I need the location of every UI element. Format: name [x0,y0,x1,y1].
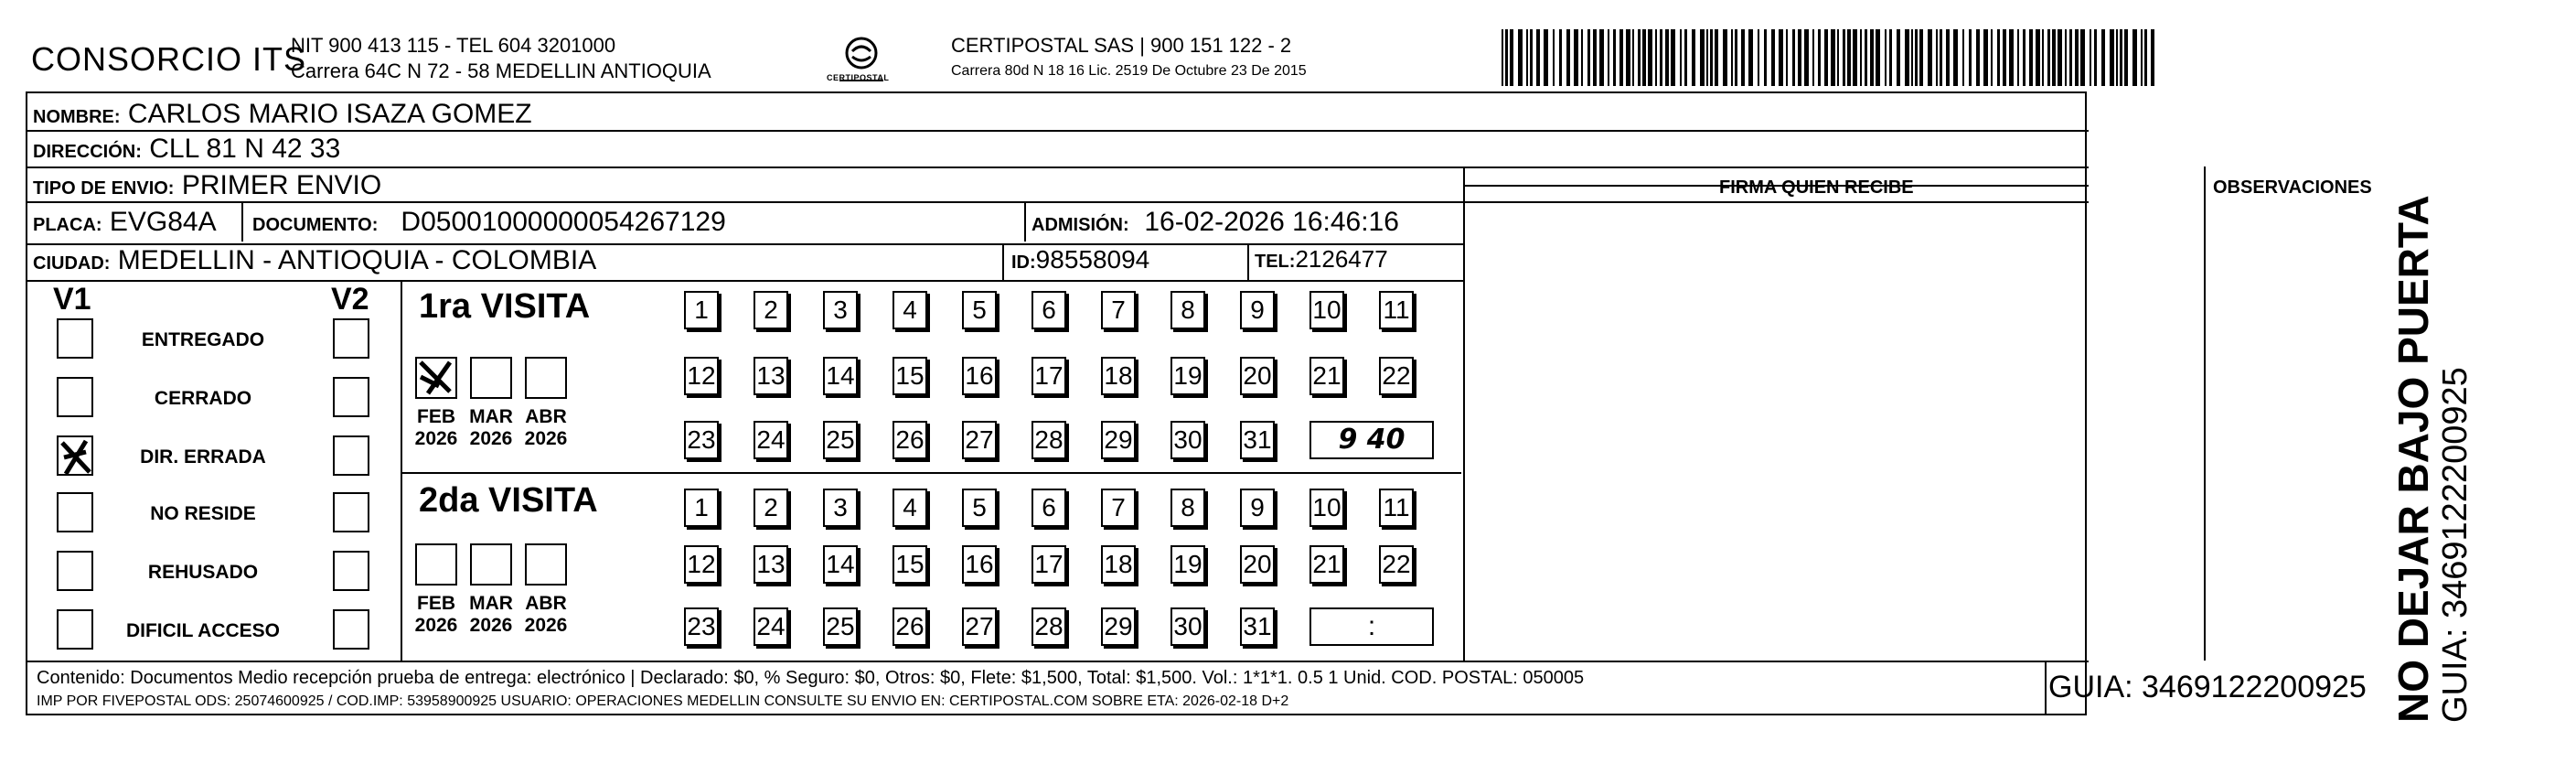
v1-header: V1 [53,282,91,317]
day-box[interactable]: 18 [1101,545,1136,584]
side-notice [2390,195,2474,723]
month-label: FEB 2026 [414,593,458,636]
id-value: 98558094 [1035,245,1150,274]
carrier-address: Carrera 80d N 18 16 Lic. 2519 De Octubre 23 De 2015 [951,63,1307,79]
v1-checkbox[interactable] [57,551,93,591]
ciudad-value: MEDELLIN - ANTIOQUIA - COLOMBIA [117,245,597,275]
day-box[interactable]: 13 [754,545,788,584]
day-box[interactable]: 18 [1101,357,1136,395]
day-box[interactable]: 6 [1031,291,1066,329]
month-label: MAR 2026 [469,593,513,636]
day-box[interactable]: 31 [1240,421,1275,459]
status-label: NO RESIDE [150,503,256,524]
day-box[interactable]: 1 [684,291,719,329]
day-box[interactable]: 10 [1309,291,1344,329]
placa-value: EVG84A [109,207,217,237]
firma-header: FIRMA QUIEN RECIBE [1719,177,1914,198]
day-box[interactable]: 13 [754,357,788,395]
v2-checkbox[interactable] [333,318,369,359]
footer-guia: GUIA: 3469122200925 [2048,670,2367,704]
day-box[interactable]: 25 [823,421,858,459]
carrier-line: CERTIPOSTAL SAS | 900 151 122 - 2 [951,34,1292,57]
day-box[interactable]: 15 [893,545,927,584]
day-box[interactable]: 12 [684,545,719,584]
nit-line: NIT 900 413 115 - TEL 604 3201000 [291,34,616,57]
day-box[interactable]: 15 [893,357,927,395]
day-box[interactable]: 11 [1379,489,1414,527]
day-box[interactable]: 16 [962,545,997,584]
time-field[interactable]: : [1309,607,1434,646]
day-box[interactable]: 22 [1379,545,1414,584]
logo-text: CERTIPOSTAL [827,73,890,82]
month-checkbox[interactable] [470,543,512,586]
month-checkbox[interactable] [415,543,457,586]
month-label: FEB 2026 [414,406,458,449]
day-box[interactable]: 10 [1309,489,1344,527]
day-box[interactable]: 3 [823,291,858,329]
day-box[interactable]: 8 [1170,489,1205,527]
ciudad-field: CIUDAD: MEDELLIN - ANTIOQUIA - COLOMBIA [33,245,597,275]
day-box[interactable]: 23 [684,421,719,459]
v2-checkbox[interactable] [333,492,369,532]
day-box[interactable]: 1 [684,489,719,527]
month-label: ABR 2026 [524,593,568,636]
day-box[interactable]: 6 [1031,489,1066,527]
day-box[interactable]: 9 [1240,291,1275,329]
day-box[interactable]: 30 [1170,421,1205,459]
day-box[interactable]: 17 [1031,357,1066,395]
documento-value: D05001000000054267129 [401,207,726,237]
tel-value: 2126477 [1295,245,1388,273]
day-box[interactable]: 17 [1031,545,1066,584]
direccion-value: CLL 81 N 42 33 [149,134,341,164]
day-box[interactable]: 2 [754,489,788,527]
v2-checkbox[interactable] [333,377,369,417]
day-box[interactable]: 23 [684,607,719,646]
v1-checkbox[interactable] [57,435,93,476]
day-box[interactable]: 24 [754,421,788,459]
day-box[interactable]: 21 [1309,357,1344,395]
v1-checkbox[interactable] [57,609,93,650]
day-box[interactable]: 4 [893,489,927,527]
day-box[interactable]: 14 [823,357,858,395]
company-info [291,33,711,84]
placa-field: PLACA: EVG84A [33,207,217,237]
day-box[interactable]: 20 [1240,545,1275,584]
side-guia: GUIA: 3469122200925 [2436,367,2474,723]
day-box[interactable]: 31 [1240,607,1275,646]
observaciones-header: OBSERVACIONES [2213,177,2372,198]
v1-checkbox[interactable] [57,492,93,532]
v2-checkbox[interactable] [333,609,369,650]
month-checkbox[interactable] [525,357,567,399]
day-box[interactable]: 14 [823,545,858,584]
admision-field: ADMISIÓN: 16-02-2026 16:46:16 [1031,207,1399,237]
day-box[interactable]: 4 [893,291,927,329]
day-box[interactable]: 21 [1309,545,1344,584]
tipo-envio-field: TIPO DE ENVIO: PRIMER ENVIO [33,170,382,200]
check-mark-icon [417,359,455,397]
status-label: REHUSADO [147,562,259,583]
direccion-field: DIRECCIÓN: CLL 81 N 42 33 [33,134,341,164]
status-label: DIR. ERRADA [140,446,266,467]
day-box[interactable]: 30 [1170,607,1205,646]
day-box[interactable]: 29 [1101,421,1136,459]
day-box[interactable]: 16 [962,357,997,395]
barcode [1502,29,2160,86]
time-field[interactable]: 9 40 [1309,421,1434,459]
status-label: DIFICIL ACCESO [125,620,280,641]
day-box[interactable]: 7 [1101,291,1136,329]
day-box[interactable]: 12 [684,357,719,395]
day-box[interactable]: 5 [962,489,997,527]
day-box[interactable]: 20 [1240,357,1275,395]
day-box[interactable]: 7 [1101,489,1136,527]
check-mark-icon [59,437,95,478]
day-box[interactable]: 19 [1170,357,1205,395]
day-box[interactable]: 27 [962,607,997,646]
day-box[interactable]: 22 [1379,357,1414,395]
footer-impresion: IMP POR FIVEPOSTAL ODS: 25074600925 / COD.IMP: 53958900925 USUARIO: OPERACIONES MEDELLIN CONSULTE SU ENVIO EN: CERTIPOSTAL.COM SOBRE ETA: 2026-02-18 D+2 [37,693,1289,709]
month-checkbox[interactable] [415,357,457,399]
v2-checkbox[interactable] [333,551,369,591]
documento-field: DOCUMENTO: D05001000000054267129 [252,207,726,237]
v1-checkbox[interactable] [57,377,93,417]
company-address: Carrera 64C N 72 - 58 MEDELLIN ANTIOQUIA [291,59,711,82]
tel-field: TEL:2126477 [1255,245,1388,273]
side-warning: NO DEJAR BAJO PUERTA [2389,195,2437,723]
status-label: ENTREGADO [141,329,265,350]
company-name: CONSORCIO ITS [31,40,307,78]
certipostal-logo-icon [834,33,889,91]
tipo-envio-value: PRIMER ENVIO [181,170,382,200]
day-box[interactable]: 24 [754,607,788,646]
admision-value: 16-02-2026 16:46:16 [1144,207,1399,237]
day-box[interactable]: 19 [1170,545,1205,584]
v2-checkbox[interactable] [333,435,369,476]
v1-checkbox[interactable] [57,318,93,359]
nombre-value: CARLOS MARIO ISAZA GOMEZ [127,99,532,129]
day-box[interactable]: 28 [1031,607,1066,646]
day-box[interactable]: 11 [1379,291,1414,329]
nombre-field: NOMBRE: CARLOS MARIO ISAZA GOMEZ [33,99,532,129]
day-box[interactable]: 26 [893,607,927,646]
status-label: CERRADO [154,388,252,409]
month-checkbox[interactable] [525,543,567,586]
day-box[interactable]: 3 [823,489,858,527]
month-checkbox[interactable] [470,357,512,399]
day-box[interactable]: 2 [754,291,788,329]
day-box[interactable]: 25 [823,607,858,646]
month-label: MAR 2026 [469,406,513,449]
v2-header: V2 [331,282,369,317]
day-box[interactable]: 29 [1101,607,1136,646]
day-box[interactable]: 8 [1170,291,1205,329]
visit1-title: 1ra VISITA [419,287,591,326]
visit2-title: 2da VISITA [419,481,598,520]
day-box[interactable]: 26 [893,421,927,459]
id-field: ID:98558094 [1011,245,1150,274]
day-box[interactable]: 28 [1031,421,1066,459]
day-box[interactable]: 27 [962,421,997,459]
day-box[interactable]: 5 [962,291,997,329]
footer-contenido: Contenido: Documentos Medio recepción prueba de entrega: electrónico | Declarado: $0, % Seguro: $0, Otros: $0, Flete: $1,500, Total: $1,500. Vol.: 1*1*1. 0.5 1 Unid. COD. POSTAL: 050005 [37,668,1585,688]
carrier-info [951,33,1307,84]
day-box[interactable]: 9 [1240,489,1275,527]
month-label: ABR 2026 [524,406,568,449]
